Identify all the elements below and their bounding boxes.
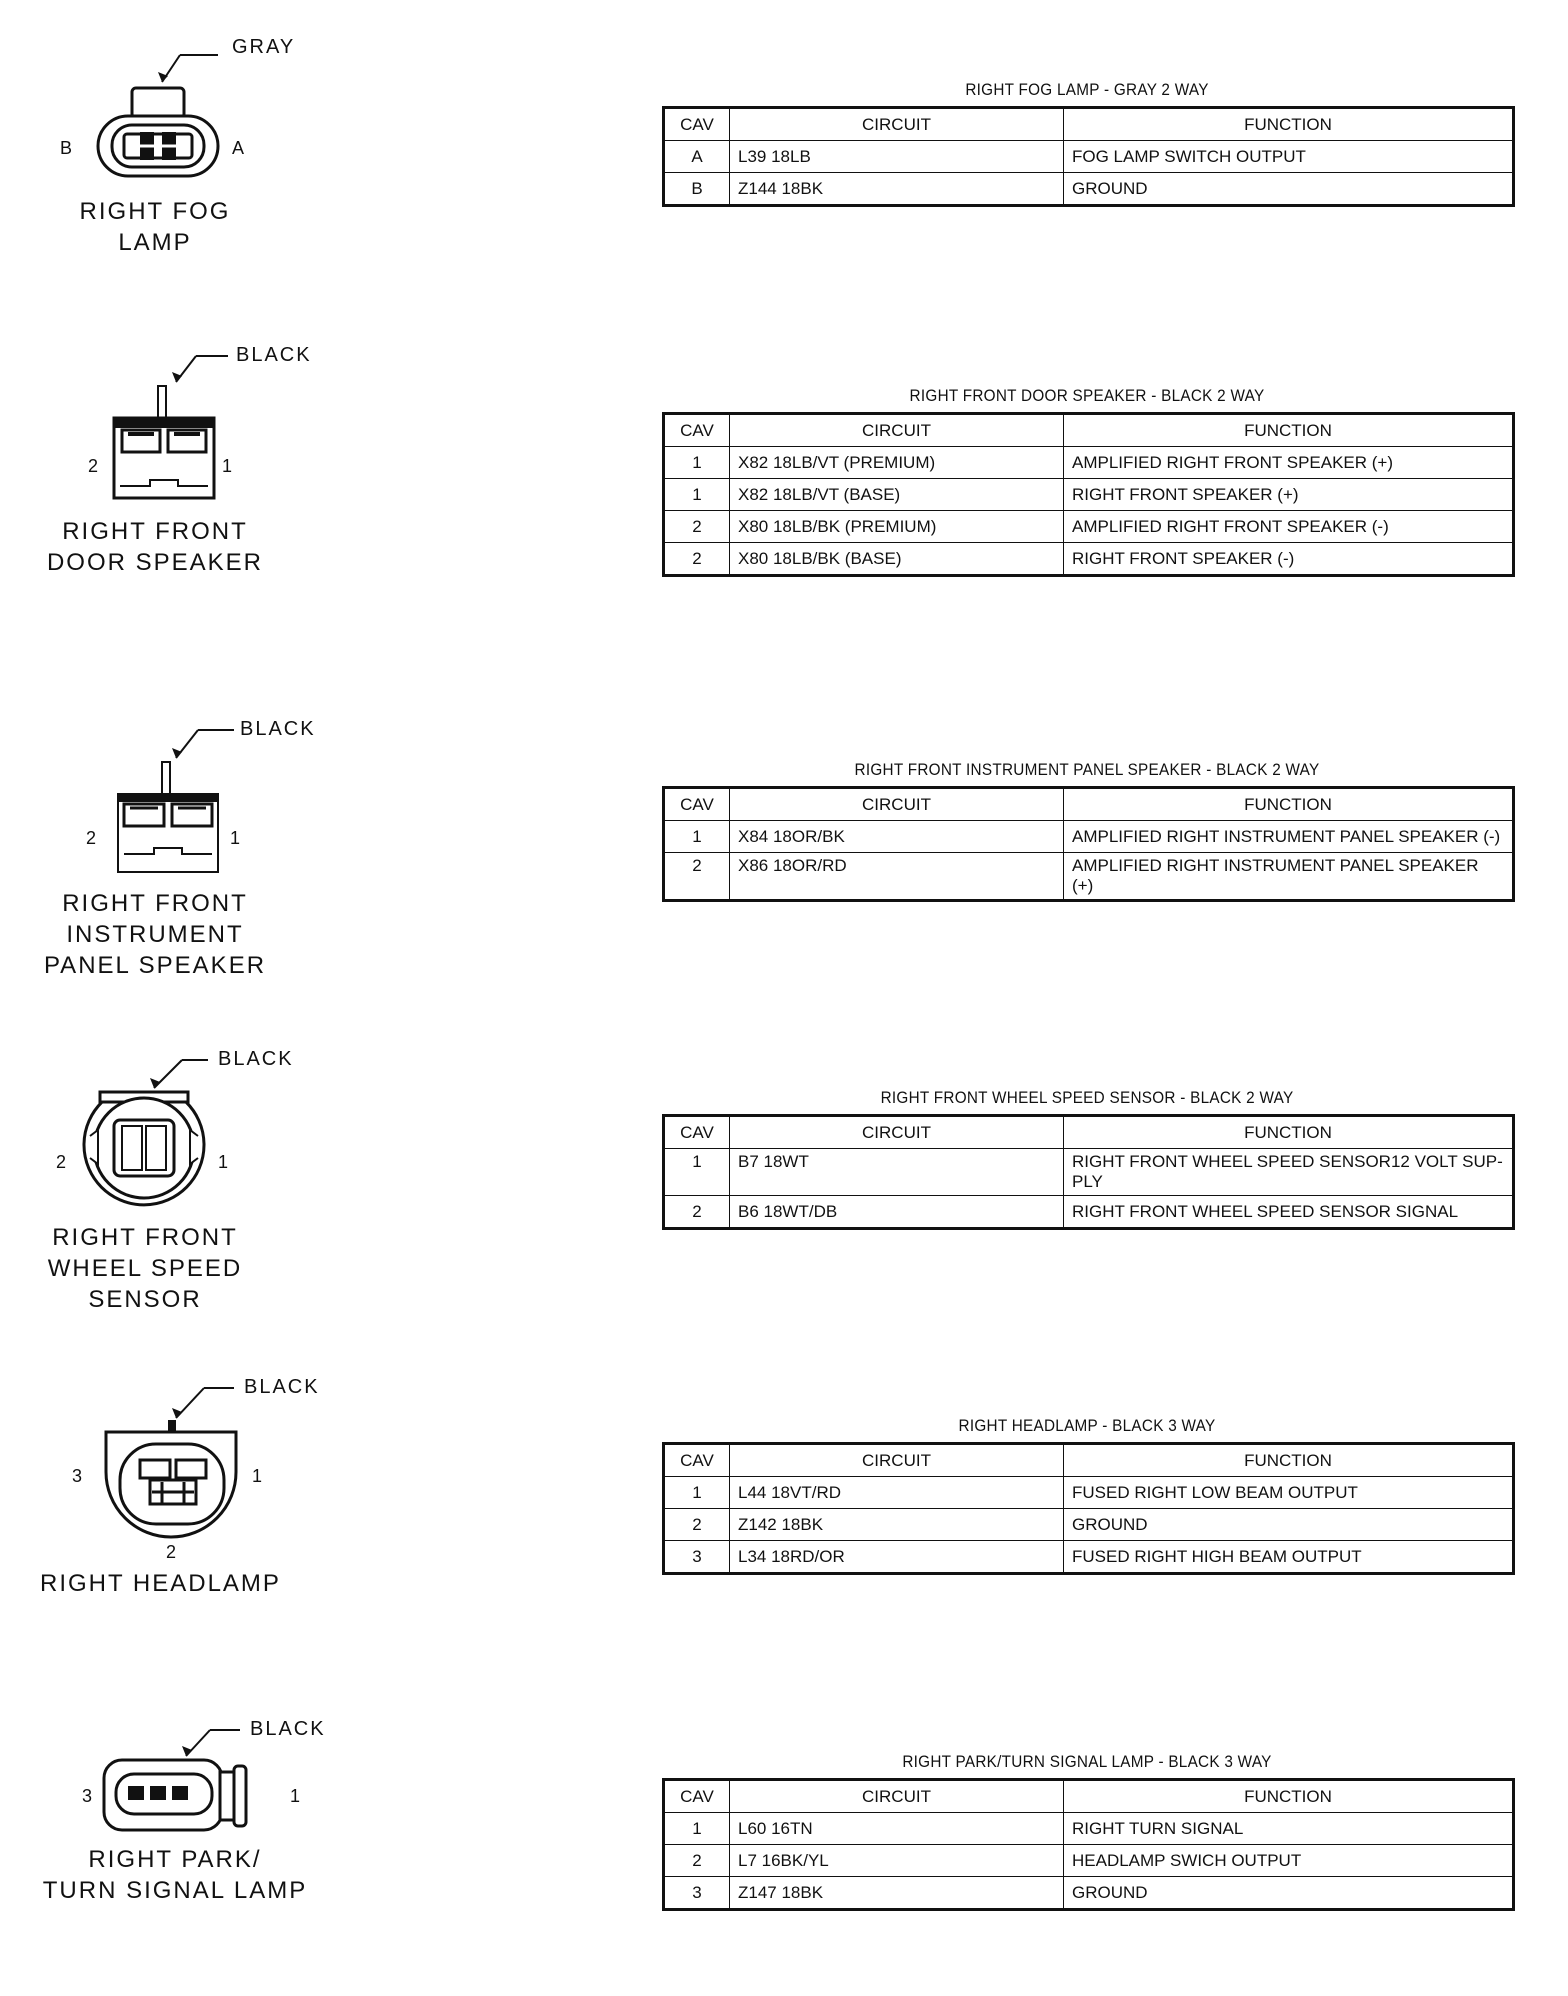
pinout-table-block [662,1752,1512,1911]
cell-circuit: Z142 18BK [730,1509,1064,1541]
pin-label: 2 [88,456,99,476]
header-cav: CAV [664,788,730,821]
cell-cav: 2 [664,853,730,901]
table-title: RIGHT FRONT WHEEL SPEED SENSOR - BLACK 2 WAY [880,1088,1294,1107]
table-row [664,511,1514,543]
cell-cav: 2 [664,1509,730,1541]
connector-right-front-door-speaker [40,330,340,590]
pin-label: 2 [166,1542,177,1562]
connector-name-line: RIGHT FOG [79,198,231,225]
cell-function: FUSED RIGHT LOW BEAM OUTPUT [1064,1477,1514,1509]
header-function: FUNCTION [1064,1116,1514,1149]
cell-function: RIGHT FRONT WHEEL SPEED SENSOR SIGNAL [1064,1196,1514,1229]
header-cav: CAV [664,1444,730,1477]
header-circuit: CIRCUIT [730,1116,1064,1149]
cell-cav: B [664,173,730,206]
connector-name [40,516,270,578]
table-header-row [664,414,1514,447]
table-row [664,141,1514,173]
connector-name [40,1568,290,1599]
cell-cav: 1 [664,479,730,511]
header-cav: CAV [664,1116,730,1149]
connector-right-park-turn-signal-lamp [40,1704,340,1964]
pinout-table [662,786,1515,902]
cell-circuit: X80 18LB/BK (BASE) [730,543,1064,576]
cell-circuit: L7 16BK/YL [730,1845,1064,1877]
header-function: FUNCTION [1064,788,1514,821]
cell-cav: 2 [664,511,730,543]
connector-name-line: RIGHT HEADLAMP [40,1570,281,1597]
connector-name-line: INSTRUMENT [66,921,244,948]
cell-cav: A [664,141,730,173]
cell-function: HEADLAMP SWICH OUTPUT [1064,1845,1514,1877]
table-title: RIGHT HEADLAMP - BLACK 3 WAY [958,1416,1216,1435]
cell-cav: 2 [664,1196,730,1229]
table-row [664,853,1514,901]
connector-color-label: GRAY [232,36,296,58]
cell-function: RIGHT FRONT WHEEL SPEED SENSOR12 VOLT SUP-PLY [1064,1149,1514,1196]
cell-function: AMPLIFIED RIGHT INSTRUMENT PANEL SPEAKER (+) [1064,853,1514,901]
table-row [664,821,1514,853]
table-title: RIGHT FOG LAMP - GRAY 2 WAY [965,80,1209,99]
connector-name-line: RIGHT FRONT [62,890,248,917]
header-function: FUNCTION [1064,108,1514,141]
header-circuit: CIRCUIT [730,1780,1064,1813]
header-function: FUNCTION [1064,414,1514,447]
table-row [664,1509,1514,1541]
cell-circuit: X80 18LB/BK (PREMIUM) [730,511,1064,543]
header-cav: CAV [664,1780,730,1813]
table-row [664,543,1514,576]
table-row [664,1877,1514,1910]
cell-cav: 1 [664,821,730,853]
connector-right-front-ip-speaker [40,704,340,1004]
cell-function: FUSED RIGHT HIGH BEAM OUTPUT [1064,1541,1514,1574]
header-function: FUNCTION [1064,1780,1514,1813]
cell-function: GROUND [1064,1877,1514,1910]
connector-color-label: BLACK [218,1048,294,1070]
cell-function: FOG LAMP SWITCH OUTPUT [1064,141,1514,173]
park-turn-connector-drawing [40,1704,340,1964]
cell-circuit: L44 18VT/RD [730,1477,1064,1509]
header-circuit: CIRCUIT [730,108,1064,141]
cell-cav: 2 [664,1845,730,1877]
cell-cav: 2 [664,543,730,576]
cell-function: RIGHT TURN SIGNAL [1064,1813,1514,1845]
cell-cav: 1 [664,1477,730,1509]
table-row [664,1196,1514,1229]
header-circuit: CIRCUIT [730,414,1064,447]
header-circuit: CIRCUIT [730,788,1064,821]
cell-circuit: L60 16TN [730,1813,1064,1845]
header-cav: CAV [664,414,730,447]
table-header-row [664,1116,1514,1149]
connector-name-line: PANEL SPEAKER [43,952,267,979]
cell-function: RIGHT FRONT SPEAKER (-) [1064,543,1514,576]
cell-cav: 1 [664,1149,730,1196]
pin-label: B [60,138,73,158]
connector-name [40,196,270,258]
pinout-table-block [662,1416,1512,1575]
cell-function: AMPLIFIED RIGHT FRONT SPEAKER (-) [1064,511,1514,543]
connector-name-line: RIGHT FRONT [62,518,248,545]
pinout-table [662,1114,1515,1230]
pinout-table [662,106,1515,207]
table-header-row [664,108,1514,141]
pinout-table [662,1442,1515,1575]
connector-color-label: BLACK [240,718,316,740]
pin-label: 1 [218,1152,229,1172]
table-row [664,1149,1514,1196]
connector-right-fog-lamp [40,20,340,270]
table-title: RIGHT FRONT INSTRUMENT PANEL SPEAKER - BLACK 2 WAY [854,760,1320,779]
cell-circuit: Z144 18BK [730,173,1064,206]
cell-circuit: L34 18RD/OR [730,1541,1064,1574]
connector-color-label: BLACK [236,344,312,366]
table-title: RIGHT PARK/TURN SIGNAL LAMP - BLACK 3 WAY [902,1752,1272,1771]
cell-function: AMPLIFIED RIGHT INSTRUMENT PANEL SPEAKER (-) [1064,821,1514,853]
cell-function: GROUND [1064,173,1514,206]
cell-circuit: X82 18LB/VT (BASE) [730,479,1064,511]
cell-circuit: X84 18OR/BK [730,821,1064,853]
cell-function: GROUND [1064,1509,1514,1541]
cell-circuit: X82 18LB/VT (PREMIUM) [730,447,1064,479]
cell-cav: 1 [664,447,730,479]
header-cav: CAV [664,108,730,141]
table-header-row [664,788,1514,821]
table-header-row [664,1444,1514,1477]
pin-label: 1 [222,456,233,476]
cell-circuit: B6 18WT/DB [730,1196,1064,1229]
connector-name [40,888,270,981]
connector-color-label: BLACK [250,1718,326,1740]
cell-circuit: L39 18LB [730,141,1064,173]
header-function: FUNCTION [1064,1444,1514,1477]
pin-label: A [232,138,245,158]
connector-name-line: TURN SIGNAL LAMP [42,1877,308,1904]
table-row [664,479,1514,511]
table-row [664,1845,1514,1877]
pinout-table [662,412,1515,577]
cell-circuit: Z147 18BK [730,1877,1064,1910]
connector-name-line: RIGHT PARK/ [88,1846,262,1873]
connector-name-line: RIGHT FRONT [52,1224,238,1251]
connector-right-headlamp [40,1364,340,1624]
pinout-table-block [662,386,1512,577]
table-row [664,447,1514,479]
pinout-table-block [662,760,1512,902]
cell-circuit: B7 18WT [730,1149,1064,1196]
connector-name-line: LAMP [118,229,192,256]
pin-label: 3 [82,1786,93,1806]
table-row [664,173,1514,206]
cell-cav: 1 [664,1813,730,1845]
pin-label: 1 [252,1466,263,1486]
connector-color-label: BLACK [244,1376,320,1398]
connector-name-line: SENSOR [88,1286,202,1313]
table-header-row [664,1780,1514,1813]
cell-function: AMPLIFIED RIGHT FRONT SPEAKER (+) [1064,447,1514,479]
pin-label: 2 [86,828,97,848]
connector-name [40,1222,250,1315]
connector-name [40,1844,310,1906]
pin-label: 3 [72,1466,83,1486]
connector-right-front-wheel-speed-sensor [40,1036,340,1336]
cell-function: RIGHT FRONT SPEAKER (+) [1064,479,1514,511]
cell-cav: 3 [664,1877,730,1910]
pin-label: 1 [290,1786,301,1806]
table-row [664,1813,1514,1845]
pinout-table [662,1778,1515,1911]
header-circuit: CIRCUIT [730,1444,1064,1477]
pinout-table-block [662,80,1512,207]
connector-name-line: WHEEL SPEED [47,1255,243,1282]
table-row [664,1477,1514,1509]
cell-cav: 3 [664,1541,730,1574]
connector-name-line: DOOR SPEAKER [46,549,264,576]
pin-label: 2 [56,1152,67,1172]
pinout-table-block [662,1088,1512,1230]
cell-circuit: X86 18OR/RD [730,853,1064,901]
table-row [664,1541,1514,1574]
pin-label: 1 [230,828,241,848]
table-title: RIGHT FRONT DOOR SPEAKER - BLACK 2 WAY [909,386,1265,405]
